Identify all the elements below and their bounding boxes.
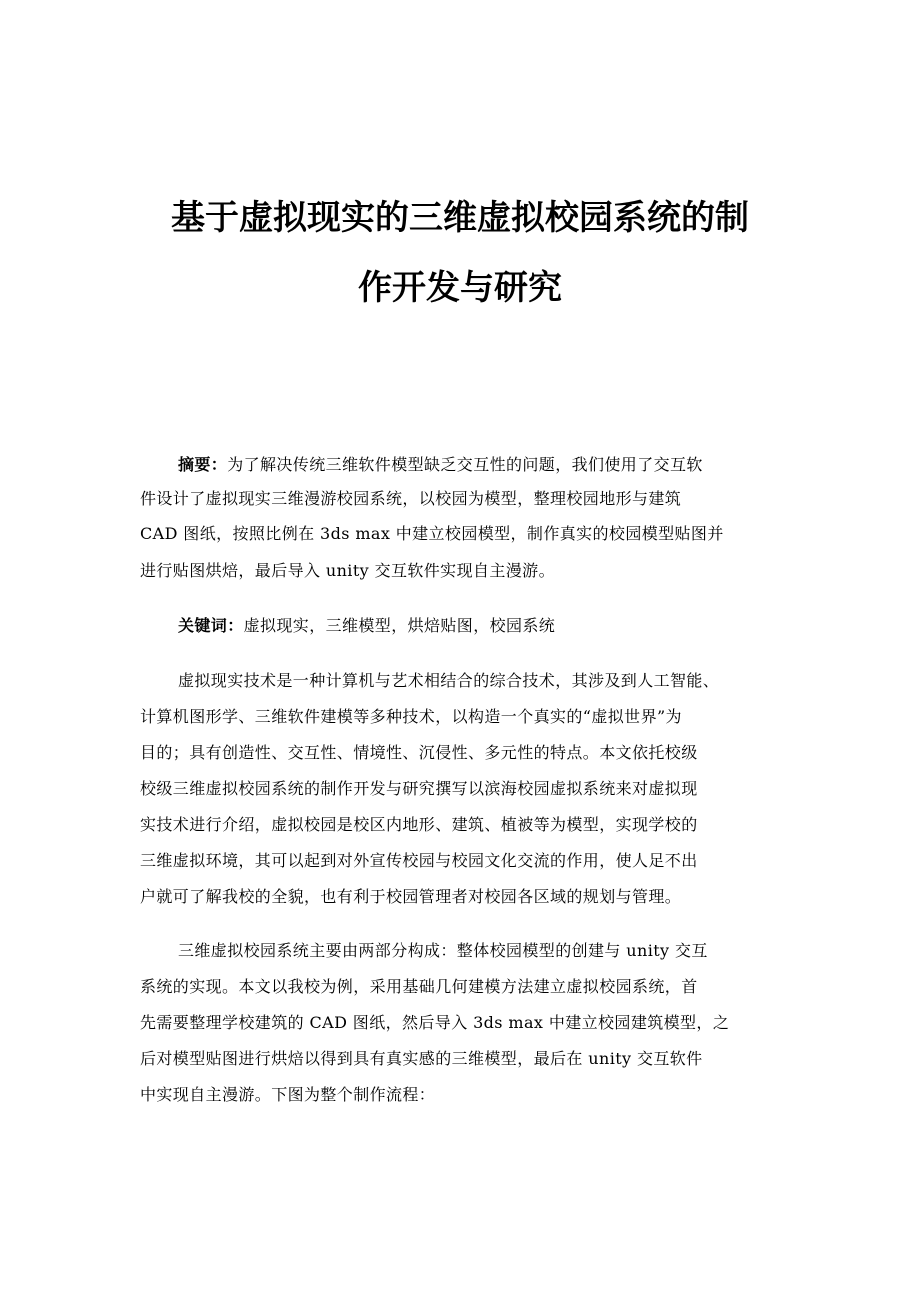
paragraph-2-line-5: 中实现自主漫游。下图为整个制作流程：	[140, 1085, 436, 1104]
paragraph-1-line-4: 校级三维虚拟校园系统的制作开发与研究撰写以滨海校园虚拟系统来对虚拟现	[140, 779, 698, 798]
paragraph-1-line-3: 目的；具有创造性、交互性、情境性、沉侵性、多元性的特点。本文依托校级	[140, 743, 698, 762]
abstract-line-1	[178, 457, 703, 473]
abstract-label: 摘要：	[178, 455, 228, 474]
paragraph-1-line-1: 虚拟现实技术是一种计算机与艺术相结合的综合技术，其涉及到人工智能、	[178, 671, 720, 690]
keywords-line	[178, 618, 555, 634]
keywords-text: 虚拟现实，三维模型，烘焙贴图，校园系统	[243, 616, 556, 635]
document-title-line-2: 作开发与研究	[358, 268, 562, 308]
paragraph-1-line-5: 实技术进行介绍，虚拟校园是校区内地形、建筑、植被等为模型，实现学校的	[140, 815, 698, 834]
paragraph-1-line-6: 三维虚拟环境，其可以起到对外宣传校园与校园文化交流的作用，使人足不出	[140, 851, 698, 870]
paragraph-1-line-7: 户就可了解我校的全貌，也有利于校园管理者对校园各区域的规划与管理。	[140, 887, 682, 906]
abstract-line-4: 进行贴图烘焙，最后导入 unity 交互软件实现自主漫游。	[140, 561, 555, 580]
paragraph-2-line-2: 系统的实现。本文以我校为例，采用基础几何建模方法建立虚拟校园系统，首	[140, 977, 698, 996]
abstract-line-2: 件设计了虚拟现实三维漫游校园系统，以校园为模型，整理校园地形与建筑	[140, 489, 682, 508]
abstract-line-3: CAD 图纸，按照比例在 3ds max 中建立校园模型，制作真实的校园模型贴图并	[140, 524, 724, 543]
paragraph-2-line-1: 三维虚拟校园系统主要由两部分构成：整体校园模型的创建与 unity 交互	[178, 941, 708, 960]
abstract-text-1: 为了解决传统三维软件模型缺乏交互性的问题，我们使用了交互软	[227, 455, 703, 474]
paragraph-2-line-3: 先需要整理学校建筑的 CAD 图纸，然后导入 3ds max 中建立校园建筑模型，之	[140, 1013, 730, 1032]
paragraph-2-line-4: 后对模型贴图进行烘焙以得到具有真实感的三维模型，最后在 unity 交互软件	[140, 1049, 703, 1068]
keywords-label: 关键词：	[178, 616, 244, 635]
document-title-line-1: 基于虚拟现实的三维虚拟校园系统的制	[171, 198, 749, 238]
paragraph-1-line-2: 计算机图形学、三维软件建模等多种技术，以构造一个真实的“虚拟世界”为	[140, 707, 682, 726]
